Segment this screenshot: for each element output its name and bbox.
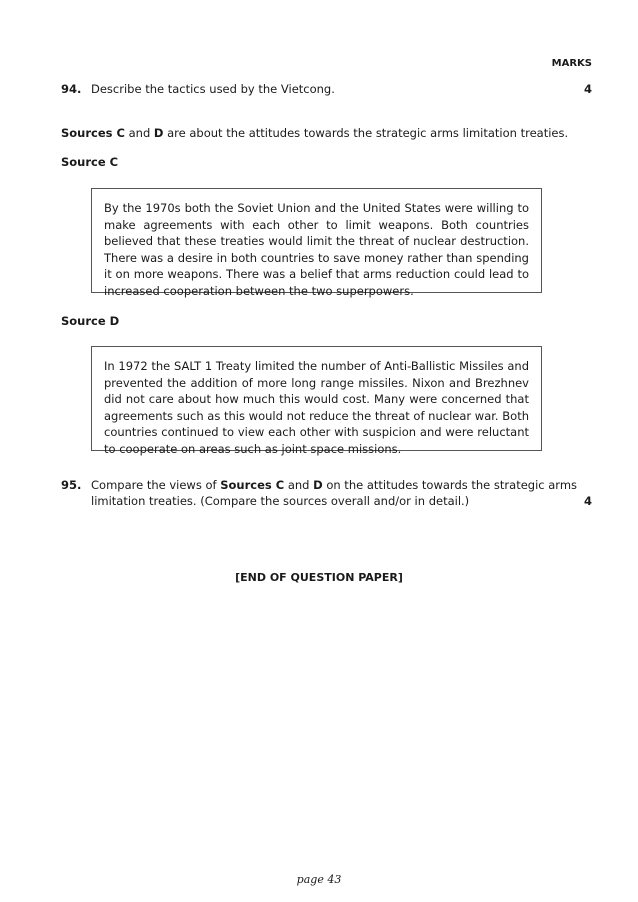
source-c-box: By the 1970s both the Soviet Union and the United States were willing to make agreements with each other to limit weapons. Both countries believed that these treaties would limit the threat of nuclear destruction. There was a desire in both countries to save money rather than spending it on more weapons. There was a belief that arms reduction could lead to increased cooperation between the two superpowers. bbox=[91, 188, 542, 293]
question-95-line-2: limitation treaties. (Compare the sources overall and/or in detail.) bbox=[91, 494, 470, 508]
source-d-heading: Source D bbox=[61, 314, 120, 328]
question-94-number: 94. bbox=[61, 82, 82, 96]
question-94-marks: 4 bbox=[583, 82, 592, 96]
question-95-number: 95. bbox=[61, 478, 82, 492]
question-95-line-1 bbox=[91, 478, 577, 492]
intro-sources-word: Sources bbox=[61, 126, 117, 140]
intro-and: and bbox=[124, 126, 154, 140]
marks-column-header: MARKS bbox=[551, 58, 592, 69]
end-of-paper: [END OF QUESTION PAPER] bbox=[235, 571, 403, 584]
source-c-heading: Source C bbox=[61, 155, 119, 169]
page-number: page 43 bbox=[296, 873, 342, 886]
source-d-box: In 1972 the SALT 1 Treaty limited the number of Anti-Ballistic Missiles and prevented the addition of more long range missiles. Nixon and Brezhnev did not care about how much this would cost. Many were concerned that agreements such as this would not reduce the threat of nuclear war. Both countries continued to view each other with suspicion and were reluctant to cooperate on areas such as joint space missions. bbox=[91, 346, 542, 451]
question-94-text: Describe the tactics used by the Vietcong. bbox=[91, 82, 335, 96]
intro-source-c: C bbox=[116, 126, 125, 140]
q95-and: and bbox=[284, 478, 314, 492]
q95-compare-text: Compare the views of bbox=[91, 478, 221, 492]
q95-source-d: D bbox=[313, 478, 323, 492]
question-95-marks: 4 bbox=[583, 494, 592, 508]
intro-source-d: D bbox=[153, 126, 164, 140]
q95-sources-c: Sources C bbox=[220, 478, 285, 492]
q95-line-1-rest: on the attitudes towards the strategic arms bbox=[322, 478, 578, 492]
sources-intro bbox=[61, 126, 568, 140]
intro-rest: are about the attitudes towards the strategic arms limitation treaties. bbox=[163, 126, 569, 140]
